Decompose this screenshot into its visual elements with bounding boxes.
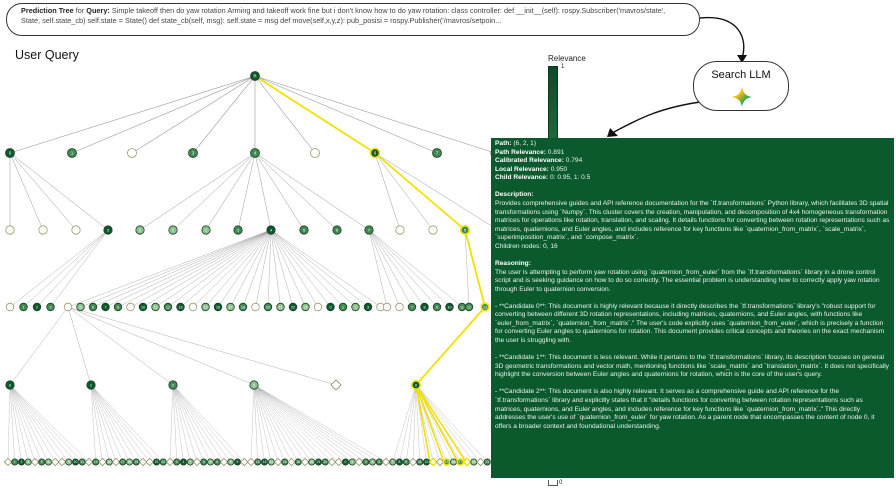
tree-node-label: 1: [182, 460, 185, 465]
tree-node-label: 22: [154, 460, 159, 465]
tree-node-label: 0: [329, 305, 332, 310]
tree-edge: [8, 382, 85, 465]
tree-node-label: 0: [138, 227, 142, 233]
tree-leaf-diamond: [335, 458, 342, 465]
calibrated-relevance-value: 0.794: [565, 157, 583, 165]
highlighted-edge: [373, 150, 465, 230]
tree-edge: [414, 382, 481, 465]
tree-node-label: R: [253, 73, 257, 79]
tree-node-label: 1: [171, 227, 175, 233]
tree-node-label: 5: [209, 460, 212, 465]
tree-edge: [171, 382, 244, 465]
tree-node-label: 1: [22, 305, 25, 310]
tree-edge: [252, 382, 367, 465]
tree-edge: [68, 307, 173, 385]
tree-node-label: 4: [202, 460, 205, 465]
tree-node-label: 5: [385, 305, 389, 310]
tree-edge: [252, 382, 386, 465]
tree-edge: [252, 382, 267, 465]
tree-leaf-diamond: [288, 458, 295, 465]
tree-node-label: 18: [240, 305, 246, 310]
relevance-top-value: 1: [561, 64, 565, 70]
tree-edge: [253, 150, 304, 230]
tree-edge: [366, 227, 452, 310]
tree-node-level2: [429, 226, 437, 234]
tree-leaf-diamond: [112, 458, 119, 465]
tree-node-label: 3: [366, 305, 370, 310]
reasoning-candidate-0: - **Candidate 0**: This document is highly relevant because it directly describes the `tf.transformations` library's "robust support for converting between different 3D rotation representations, including matrices, quaternions, and Euler angles, with functions like `euler_from_matrix`, `quaternion_from_matrix`." The user's code explicitly uses `quaternion_from_euler`, which is precisely a function for converting Euler angles to quaternions for rotation. This document provides critical concepts and theories on the exact mechanism the user is struggling with.: [495, 302, 885, 345]
tree-node-label: 1: [89, 382, 93, 388]
path-relevance-value: 0.891: [547, 148, 565, 156]
tree-node-label: 4: [379, 305, 382, 310]
tree-node-level1: [311, 149, 320, 158]
tree-node-label: 11: [417, 460, 422, 465]
tree-edge: [8, 382, 35, 465]
tree-node-label: 3: [252, 382, 256, 388]
tree-leaf-diamond: [409, 458, 416, 465]
tree-node-label: 22: [290, 305, 296, 310]
tree-edge: [89, 382, 166, 465]
tree-node-label: 2: [35, 305, 39, 310]
tree-edge: [253, 73, 437, 153]
tree-node-label: 5: [40, 460, 43, 465]
relevance-color-bar: [548, 66, 558, 142]
tree-node-label: 9: [405, 460, 408, 465]
tree-node-label: 19: [134, 460, 139, 465]
tree-edge: [253, 150, 369, 230]
tree-edge: [89, 382, 143, 465]
path-value: (6, 2, 1): [513, 140, 537, 147]
tree-edge: [252, 382, 332, 465]
tree-edge: [171, 382, 197, 465]
tree-edge: [252, 382, 287, 465]
tree-edge: [269, 227, 283, 310]
tree-edge: [8, 382, 55, 465]
tree-leaf-diamond: [146, 458, 153, 465]
tree-node-label: 14: [269, 460, 274, 465]
tree-edge: [252, 382, 301, 465]
tree-leaf-diamond: [139, 458, 146, 465]
tree-leaf-diamond: [31, 458, 38, 465]
calibrated-relevance-label: Calibrated Relevance:: [495, 157, 564, 165]
tree-node-label: 1: [13, 460, 16, 465]
tree-node-label: 10: [73, 460, 78, 465]
tree-edge: [252, 382, 347, 465]
tree-node-label: 12: [165, 305, 171, 310]
tree-node-label: 3: [364, 460, 367, 465]
tree-leaf-diamond: [193, 458, 200, 465]
tree-node-label: 20: [309, 460, 314, 465]
tree-node-label: 11: [80, 460, 85, 465]
tree-node-label: 22: [323, 460, 328, 465]
for-label: for: [75, 6, 85, 15]
tree-node-label: 6: [373, 150, 377, 156]
tree-edge: [238, 150, 257, 230]
tree-edge: [253, 150, 271, 230]
tree-node-label: 6: [47, 460, 50, 465]
tree-edge: [391, 382, 418, 465]
tree-node-label: 5: [463, 227, 467, 233]
tree-node-label: 1: [351, 460, 354, 465]
tree-node-label: 8: [423, 305, 426, 310]
reasoning-candidate-2: - **Candidate 2**: This document is also highly relevant. It serves as a comprehensive guide and API reference for the `tf.transformations` library and explicitly states that it "details functions for converting between rotation representations such as matrices, quaternions, and Euler angles, and includes reference for key functions like `quaternion_from_matrix`." This directly addresses the user's use of `quaternion_from_euler` for yaw rotation. As a parent node that encompasses the content of node 0, it offers a broader context and foundational understanding.: [495, 388, 875, 430]
tree-edge: [171, 382, 205, 465]
tree-node-label: 23: [303, 305, 308, 310]
node-info-panel: [491, 138, 894, 478]
tree-node-label: 19: [471, 460, 476, 465]
tree-edge: [132, 73, 257, 153]
tree-node-label: 0: [344, 460, 347, 465]
tree-node-label: 2: [171, 382, 175, 388]
reasoning-candidate-1: - **Candidate 1**: This document is less relevant. While it pertains to the `tf.transformations` library, its description focuses on general 3D geometric transformations and vector math, mentioning functions like `scale_matrix` and `translation_matrix`. It does not specifically highlight the conversion between Euler angles and quaternions for rotation, which is the core of the user's query.: [495, 354, 889, 379]
tree-node-label: 2: [189, 460, 192, 465]
child-relevance-value: 0: 0.95, 1: 0.5: [549, 174, 591, 182]
user-query-label: User Query: [15, 48, 79, 62]
tree-edge: [366, 227, 414, 310]
tree-node-label: 1: [70, 150, 74, 156]
tree-leaf-diamond: [301, 458, 308, 465]
arrow-llm-to-panel: [614, 102, 700, 132]
tree-node-label: 15: [107, 460, 112, 465]
tree-edge: [253, 73, 315, 153]
tree-node-label: 6: [91, 305, 95, 310]
tree-node-label: 14: [190, 305, 196, 310]
tree-edge: [68, 307, 336, 385]
tree-node-label: 18: [296, 460, 301, 465]
tree-node-label: 1: [341, 305, 345, 310]
tree-node-level2: [39, 226, 47, 234]
tree-edge: [68, 307, 254, 385]
tree-edge: [171, 382, 219, 465]
tree-leaf-diamond: [52, 458, 59, 465]
tree-node-label: 13: [178, 305, 183, 310]
tree-edge: [8, 382, 89, 465]
highlighted-edge: [253, 73, 375, 153]
tree-node-label: 6: [398, 305, 401, 310]
tree-leaf-diamond: [58, 458, 65, 465]
tree-node-label: 7: [435, 150, 439, 156]
tree-edge: [8, 150, 108, 230]
tree-edge: [8, 150, 43, 230]
tree-leaf-diamond: [477, 458, 484, 465]
tree-edge: [89, 382, 150, 465]
tree-edge: [171, 382, 178, 465]
tree-node-label: 15: [203, 305, 208, 310]
path-relevance-label: Path Relevance:: [495, 148, 546, 156]
tree-node-label: 4: [371, 460, 374, 465]
tree-node-label: 11: [460, 305, 464, 310]
tree-edge: [89, 382, 116, 465]
tree-edge: [373, 150, 498, 230]
tree-node-label: 7: [367, 227, 371, 233]
tree-edge: [171, 382, 239, 465]
tree-node-label: 0: [8, 382, 12, 388]
tree-edge: [170, 382, 175, 462]
tree-node-level2: [6, 226, 14, 234]
tree-node-label: 9: [129, 305, 132, 310]
tree-node-level2: [396, 226, 404, 234]
tree-node-label: 10: [140, 305, 146, 310]
tree-node-label: 4: [66, 305, 70, 310]
search-llm-label: Search LLM: [711, 69, 771, 81]
tree-node-label: 0: [414, 382, 418, 388]
tree-node-label: 4: [269, 227, 273, 233]
tree-node-label: 2: [20, 460, 23, 465]
tree-node-label: 6: [335, 227, 339, 233]
tree-node-label: 2: [354, 305, 357, 310]
tree-node-label: 13: [93, 460, 98, 465]
tree-node-label: 9: [67, 460, 70, 465]
tree-edge: [252, 382, 339, 465]
tree-node-label: 3: [49, 305, 52, 310]
tree-edge: [72, 73, 257, 153]
tree-node-label: 9: [435, 305, 439, 310]
tree-edges: [8, 73, 498, 465]
tree-edge: [8, 382, 70, 465]
tree-node-label: 3: [236, 227, 240, 233]
prediction-query-box: [6, 3, 700, 36]
tree-node-label: 16: [215, 305, 221, 310]
tree-node-level1: [128, 149, 137, 158]
tree-edge: [171, 382, 224, 465]
tree-leaf-diamond: [430, 458, 437, 465]
tree-leaf-diamond: [220, 458, 227, 465]
tree-leaf-diamond: [247, 458, 254, 465]
tree-edge: [68, 307, 91, 385]
tree-node-label: 15: [444, 460, 449, 465]
tree-node-label: 12: [255, 460, 260, 465]
tree-edge: [8, 382, 12, 462]
tree-edge: [373, 150, 433, 230]
tree-node-label: 20: [265, 305, 271, 310]
tree-node-label: 21: [316, 460, 321, 465]
tree-edge: [171, 382, 185, 465]
search-llm-box: [693, 61, 789, 111]
reasoning-heading: Reasoning:: [495, 259, 531, 267]
description-heading: Description:: [495, 191, 534, 199]
relevance-legend-label: Relevance: [548, 54, 586, 63]
children-nodes: Children nodes: 0, 16: [495, 242, 558, 250]
tree-edge: [8, 150, 76, 230]
tree-edge: [10, 73, 257, 153]
tree-node-label: 3: [27, 460, 30, 465]
tree-edge: [253, 73, 495, 153]
tree-edge: [22, 227, 110, 310]
tree-edge: [193, 73, 257, 153]
tree-edge: [8, 382, 62, 465]
tree-node-label: 2: [204, 227, 208, 233]
tree-node-label: 17: [228, 305, 233, 310]
tree-edge: [366, 227, 439, 310]
reasoning-text-1: The user is attempting to perform yaw rotation using `quaternion_from_euler` from the `tf.transformations` library in a drone control script and is seeking guidance on how to do so correctly. The essential problem is understanding how to correctly apply yaw rotation through Euler to quaternion conversion.: [495, 268, 880, 293]
tree-node-label: 4: [253, 150, 257, 156]
tree-edge: [140, 150, 257, 230]
relevance-bottom-value: 0: [559, 480, 563, 486]
arrow-query-to-llm: [700, 18, 744, 58]
tree-node-level2: [72, 226, 80, 234]
tree-node-label: 18: [127, 460, 132, 465]
tree-edge: [253, 150, 337, 230]
tree-node-label: 7: [104, 305, 107, 310]
tree-node-label: 16: [451, 460, 456, 465]
tree-node-label: 3: [106, 227, 110, 233]
tree-edge: [252, 382, 260, 465]
local-relevance-label: Local Relevance:: [495, 165, 549, 173]
tree-edge: [8, 382, 30, 465]
tree-edge: [89, 382, 139, 465]
tree-edge: [35, 227, 110, 310]
description-text: Provides comprehensive guides and API reference documentation for the `tf.transformations` Python library, which facilitates 3D spatial transformations using `Numpy`. This cluster covers the creation, manipulation, and decomposition of 4x4 homogeneous transformation matrices for operations like rotation, translation, and scaling. It details functions for converting between rotation representations such as matrices, quaternions, and Euler angles, and includes reference for key functions like `quaternion_from_matrix`, `scale_matrix`, `superimposition_matrix`, and `compose_matrix`.: [495, 199, 890, 242]
tree-edge: [252, 382, 359, 465]
prediction-tree-label: Prediction Tree: [21, 6, 74, 15]
tree-edge: [251, 382, 256, 462]
tree-node-label: 24: [315, 305, 321, 310]
tree-edge: [8, 382, 43, 465]
highlighted-edge: [414, 382, 444, 465]
tree-node-label: 13: [262, 460, 267, 465]
tree-node-label: 17: [120, 460, 125, 465]
tree-leaf-diamond: [4, 458, 11, 465]
highlighted-path-edges: [252, 73, 488, 465]
tree-node-label: 8: [116, 305, 120, 310]
tree-edge: [366, 227, 464, 310]
tree-edge: [89, 382, 98, 465]
tree-edge: [171, 382, 212, 465]
tree-node-label: 5: [79, 305, 82, 310]
tree-edge: [252, 382, 374, 465]
arrow-head-left: [607, 128, 618, 137]
local-relevance-value: 0.950: [550, 165, 568, 173]
tree-node-label: 23: [161, 460, 166, 465]
tree-edge: [252, 382, 278, 465]
tree-node-label: 19: [253, 305, 258, 310]
sparkle-icon: [732, 87, 752, 107]
child-relevance-label: Child Relevance:: [495, 174, 549, 182]
tree-edge: [89, 382, 112, 465]
tree-edge: [8, 382, 16, 465]
tree-node-label: 8: [398, 460, 401, 465]
tree-edge: [252, 382, 305, 465]
tree-leaf-diamond: [99, 458, 106, 465]
tree-edge: [173, 150, 257, 230]
tree-leaf-diamond: [166, 458, 173, 465]
tree-leaf-diamond: [382, 458, 389, 465]
tree-edge: [252, 382, 321, 465]
tree-node-label: 8: [229, 460, 232, 465]
tree-edge: [366, 227, 426, 310]
query-label: Query:: [86, 6, 110, 15]
tree-node-label: 0: [8, 150, 12, 156]
tree-node-label: 9: [236, 460, 239, 465]
tree-node-label: 0: [175, 460, 178, 465]
tree-node-label: 12: [424, 460, 429, 465]
tree-node-label: 7: [391, 460, 394, 465]
tree-node-label: 0: [8, 305, 12, 310]
tree-node-label: 21: [485, 460, 490, 465]
tree-node-label: 21: [278, 305, 283, 310]
tree-node-label: 13: [482, 305, 488, 310]
tree-edge: [10, 307, 68, 385]
tree-leaf-diamond: [331, 380, 341, 390]
tree-node-label: 7: [410, 305, 414, 310]
tree-node-label: 3: [191, 150, 195, 156]
relevance-bottom-tick: [548, 480, 558, 486]
tree-node-label: 5: [302, 227, 306, 233]
tree-node-label: 10: [447, 305, 452, 310]
tree-leaf-diamond: [274, 458, 281, 465]
tree-edge: [206, 150, 257, 230]
tree-edge: [89, 382, 125, 465]
tree-edge: [252, 382, 328, 465]
tree-node-label: 17: [458, 460, 463, 465]
tree-leaf-diamond: [355, 458, 362, 465]
tree-node-label: 11: [153, 305, 158, 310]
path-label: Path:: [495, 140, 512, 147]
query-text: Simple takeoff then do yaw rotation Arming and takeoff work fine but i don't know how to do yaw rotation: class controller: def __init__(self): rospy.Subscriber('mavros/state', State, self.state_cb) self.state = State() def state_cb(self, msg): self.state = msg def move(self,x,y,z): pub_posisi = rospy.Publisher('/mavros/setpoin...: [21, 6, 666, 25]
tree-node-label: 6: [216, 460, 219, 465]
tree-node-label: 5: [378, 460, 381, 465]
tree-node-label: 12: [466, 305, 472, 310]
tree-node-label: 16: [282, 460, 287, 465]
